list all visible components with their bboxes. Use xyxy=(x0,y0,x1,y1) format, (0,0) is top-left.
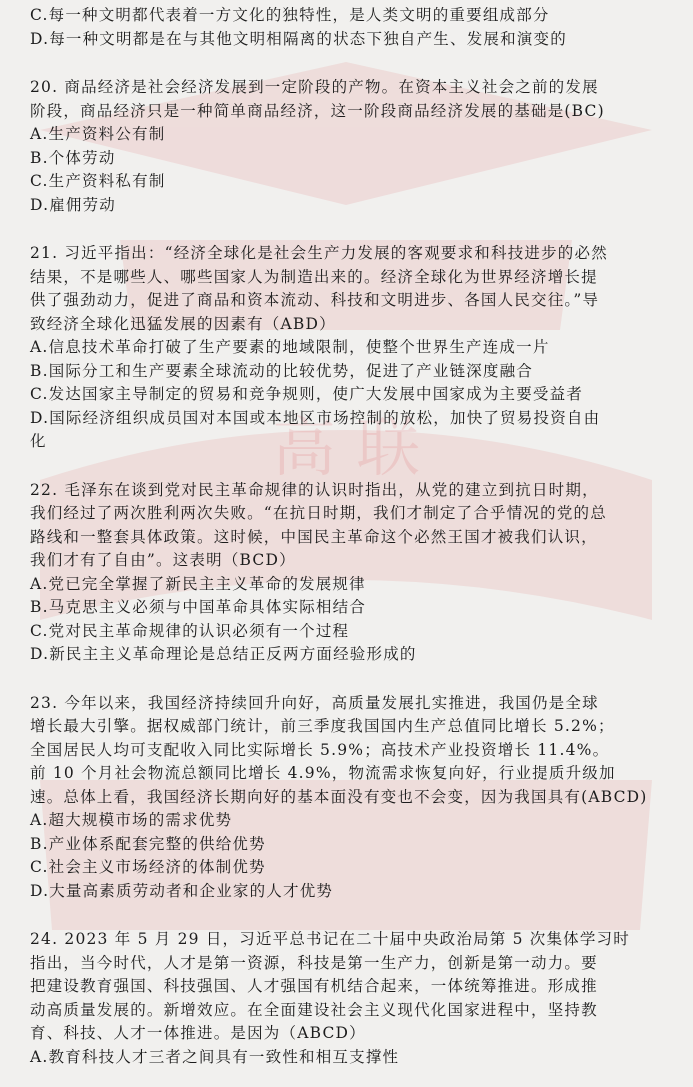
text-line: 把建设教育强国、科技强国、人才强国有机结合起来，一体统筹推进。形成推 xyxy=(30,977,598,995)
text-line: 我们经过了两次胜利两次失败。“在抗日时期，我们才制定了合乎情况的党的总 xyxy=(30,504,607,522)
text-line: 22. 毛泽东在谈到党对民主革命规律的认识时指出，从党的建立到抗日时期， xyxy=(30,480,599,499)
text-line: D.雇佣劳动 xyxy=(30,195,117,214)
text-line: B.马克思主义必须与中国革命具体实际相结合 xyxy=(30,598,367,616)
text-line: C.生产资料私有制 xyxy=(30,172,166,190)
text-line: 阶段，商品经济只是一种简单商品经济，这一阶段商品经济发展的基础是(BC) xyxy=(30,101,605,120)
text-line: 动高质量发展的。新增效应。在全面建设社会主义现代化国家进程中，坚持教 xyxy=(30,1000,598,1019)
text-line: D.新民主主义革命理论是总结正反两方面经验形成的 xyxy=(30,645,417,663)
text-line: D.国际经济组织成员国对本国或本地区市场控制的放松，加快了贸易投资自由 xyxy=(30,408,601,427)
text-line: 速。总体上看，我国经济长期向好的基本面没有变也不会变，因为我国具有(ABCD) xyxy=(30,787,648,806)
text-line: B.个体劳动 xyxy=(30,148,116,167)
text-line: D.大量高素质劳动者和企业家的人才优势 xyxy=(30,881,334,900)
text-line: A.党已完全掌握了新民主主义革命的发展规律 xyxy=(30,574,366,593)
text-line: 育、科技、人才一体推进。是因为（ABCD） xyxy=(30,1024,366,1042)
text-line: 路线和一整套具体政策。这时候，中国民主革命这个必然王国才被我们认识， xyxy=(30,527,598,546)
question-gap xyxy=(30,903,670,928)
text-line: 供了强劲动力，促进了商品和资本流动、科技和文明进步、各国人民交往。”导 xyxy=(30,291,600,309)
text-line: C.党对民主革命规律的认识必须有一个过程 xyxy=(30,621,350,640)
text-line: A.教育科技人才三者之间具有一致性和相互支撑性 xyxy=(30,1047,400,1066)
question-gap xyxy=(30,667,670,692)
text-line: D.每一种文明都是在与其他文明相隔离的状态下独自产生、发展和演变的 xyxy=(30,29,567,48)
text-line: 24. 2023 年 5 月 29 日，习近平总书记在二十届中央政治局第 5 次集体学习时 xyxy=(30,930,630,948)
text-line: C.发达国家主导制定的贸易和竞争规则，使广大发展中国家成为主要受益者 xyxy=(30,385,584,403)
text-line: 结果，不是哪些人、哪些国家人为制造出来的。经济全球化为世界经济增长提 xyxy=(30,267,598,286)
question-gap xyxy=(30,51,670,76)
text-line: A.超大规模市场的需求优势 xyxy=(30,811,233,829)
text-line: 指出，当今时代，人才是第一资源，科技是第一生产力，创新是第一动力。要 xyxy=(30,953,598,972)
question-gap xyxy=(30,454,670,479)
text-line: C.每一种文明都代表着一方文化的独特性，是人类文明的重要组成部分 xyxy=(30,6,550,24)
text-line: 增长最大引擎。据权威部门统计，前三季度我国国内生产总值同比增长 5.2%； xyxy=(30,717,615,735)
watermark-text: 高 联 xyxy=(271,412,421,486)
text-line: B.产业体系配套完整的供给优势 xyxy=(30,834,266,853)
text-line: A.信息技术革命打破了生产要素的地域限制，使整个世界生产连成一片 xyxy=(30,338,550,356)
text-line: 致经济全球化迅猛发展的因素有（ABD） xyxy=(30,314,336,333)
document-body xyxy=(30,4,670,1069)
text-line: 20. 商品经济是社会经济发展到一定阶段的产物。在资本主义社会之前的发展 xyxy=(30,78,599,96)
text-line: 化 xyxy=(30,432,47,450)
text-line: B.国际分工和生产要素全球流动的比较优势，促进了产业链深度融合 xyxy=(30,361,534,380)
text-line: A.生产资料公有制 xyxy=(30,125,166,143)
text-line: 全国居民人均可支配收入同比实际增长 5.9%；高技术产业投资增长 11.4%。 xyxy=(30,740,610,759)
text-line: C.社会主义市场经济的体制优势 xyxy=(30,858,266,876)
text-line: 前 10 个月社会物流总额同比增长 4.9%，物流需求恢复向好，行业提质升级加 xyxy=(30,764,616,782)
text-line: 21. 习近平指出：“经济全球化是社会生产力发展的客观要求和科技进步的必然 xyxy=(30,244,608,262)
text-line: 23. 今年以来，我国经济持续回升向好，高质量发展扎实推进，我国仍是全球 xyxy=(30,693,599,712)
question-gap xyxy=(30,217,670,242)
text-line: 我们才有了自由”。这表明（BCD） xyxy=(30,551,296,569)
